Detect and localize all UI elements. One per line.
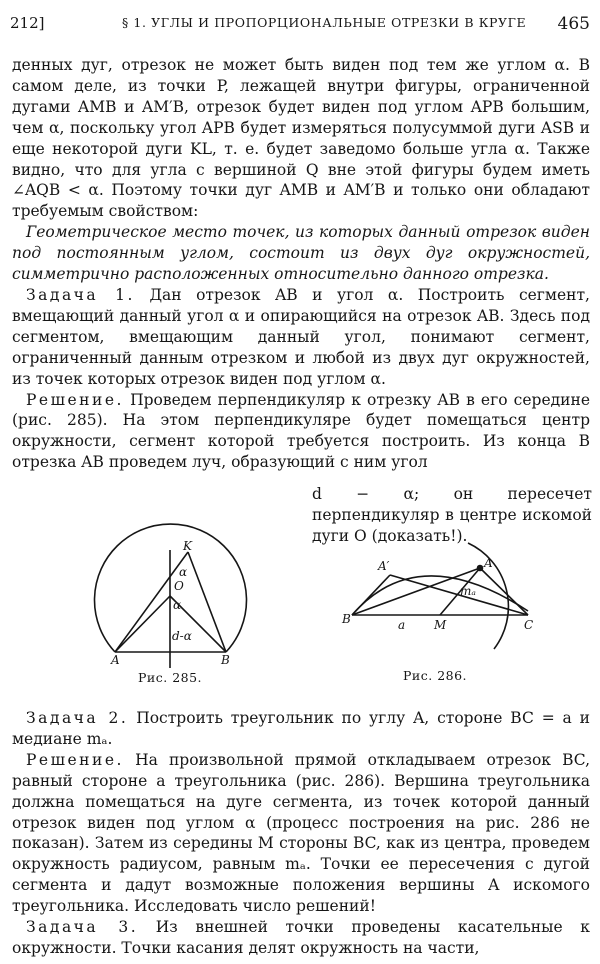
problem-2-label: Задача 2.	[26, 709, 129, 727]
label-A-prime: A′	[378, 559, 390, 573]
label-a: a	[398, 618, 406, 632]
problem-2	[12, 708, 590, 750]
problem-1	[12, 285, 590, 390]
solution-1	[12, 390, 590, 474]
label-A: A	[111, 653, 120, 667]
segment-arc	[352, 576, 528, 615]
label-B: B	[342, 612, 351, 626]
problem-2-text: Построить треугольник по углу A, стороне BC = a и медиане mₐ.	[12, 709, 590, 748]
solution-1-continuation: d − α; он пересечет перпендикуляр в центре искомой дуги O (доказать!).	[312, 485, 592, 545]
label-B: B	[221, 653, 230, 667]
text-block-lower	[12, 708, 590, 959]
solution-2-label: Решение.	[26, 750, 124, 769]
label-d-alpha: d-α	[172, 629, 192, 643]
label-m-a: mₐ	[460, 584, 476, 598]
problem-1-label: Задача 1.	[26, 285, 135, 304]
section-title: § 1. УГЛЫ И ПРОПОРЦИОНАЛЬНЫЕ ОТРЕЗКИ В КРУГЕ	[122, 15, 527, 30]
page-header	[10, 14, 590, 38]
figure-285-labels	[80, 539, 265, 670]
label-alpha-top: α	[179, 565, 188, 579]
line-AprimeB	[352, 575, 390, 615]
solution-2	[12, 750, 590, 917]
label-C: C	[524, 618, 534, 632]
paragraph-continued: денных дуг, отрезок не может быть виден под тем же углом α. В самом деле, из точки P, лежащей внутри фигуры, ограниченной дугами AMB и AM′B, отрезок будет виден под углом APB большим, чем α, поскольку угол APB будет измеряться полусуммой дуги ASB и еще некоторой дуги KL, т. е. будет заведомо больше угла α. Также видно, что для угла с вершиной Q вне этой фигуры будем иметь ∠AQB < α. Поэтому точки дуг AMB и AM′B и только они обладают требуемым свойством:	[12, 56, 590, 221]
label-K: K	[183, 539, 192, 553]
theorem-locus: Геометрическое место точек, из которых данный отрезок виден под постоянным углом, состоит из двух дуг окружностей, симметрично расположенных относительно данного отрезка.	[12, 223, 590, 284]
label-M: M	[434, 618, 447, 632]
solution-1-text: Проведем перпендикуляр к отрезку AB в его середине (рис. 285). На этом перпендикуляре будет помещаться центр окружности, сегмент которой требуется построить. Из конца B отрезка AB проведем луч, образующий с ним угол	[12, 390, 590, 472]
page-number: 465	[557, 14, 590, 34]
text-block-upper	[12, 55, 590, 473]
figure-286-caption: Рис. 286.	[403, 668, 468, 683]
problem-3	[12, 917, 590, 959]
figure-285-caption: Рис. 285.	[138, 670, 203, 685]
label-alpha-mid: α	[173, 598, 182, 612]
label-A: A	[484, 556, 493, 570]
solution-2-text: На произвольной прямой откладываем отрезок BC, равный стороне a треугольника (рис. 286). Вершина треугольника должна помещаться на дуге сегмента, из точек которой данный отрезок виден под углом α (процесс построения на рис. 286 не показан). Затем из середины M стороны BC, как из центра, проведем окружность радиусом, равным mₐ. Точки ее пересечения с дугой сегмента и дадут возможные положения вершины A искомого треугольника. Исследовать число решений!	[12, 750, 590, 916]
problem-3-text: Из внешней точки проведены касательные к окружности. Точки касания делят окружность на части,	[12, 918, 590, 957]
figure-286	[338, 545, 553, 655]
problem-1-text: Дан отрезок AB и угол α. Построить сегмент, вмещающий данный угол α и опирающийся на отрезок AB. Здесь под сегментом, вмещающим данный угол, понимают сегмент, ограниченный данным отрезком и любой из двух дуг окружностей, из точек которых отрезок виден под углом α.	[12, 285, 590, 388]
page-label-left: 212]	[10, 14, 45, 32]
solution-1-label: Решение.	[26, 390, 124, 409]
label-O: O	[174, 579, 184, 593]
problem-3-label: Задача 3.	[26, 918, 139, 937]
point-A	[478, 566, 483, 571]
